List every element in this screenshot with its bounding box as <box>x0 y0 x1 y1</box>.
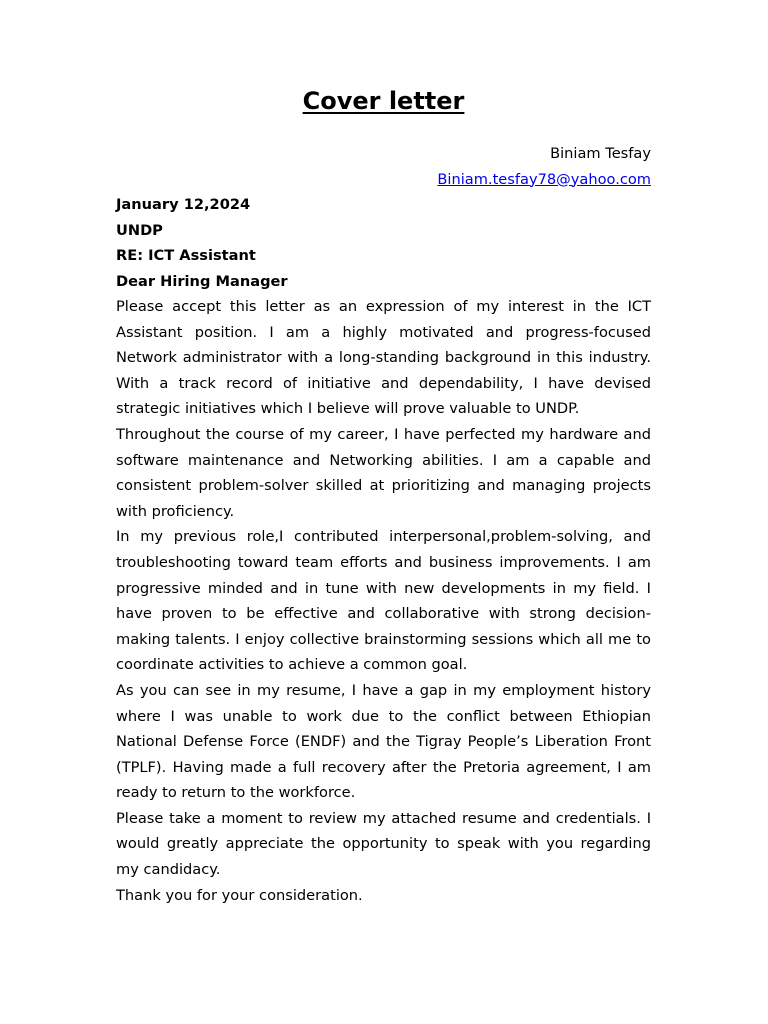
page-title: Cover letter <box>302 87 465 115</box>
letter-page <box>116 86 651 908</box>
closing-line: Thank you for your consideration. <box>116 886 363 904</box>
sender-email-link[interactable]: Biniam.tesfay78@yahoo.com <box>437 170 651 188</box>
body-paragraph-4: As you can see in my resume, I have a gap in my employment history where I was unable to work due to the conflict between Ethiopian National Defense Force (ENDF) and the Tigray People’s Liberation Front (TPLF). Having made a full recovery after the Pretoria agreement, I am ready to return to the workforce. <box>116 681 651 802</box>
salutation: Dear Hiring Manager <box>116 272 288 290</box>
sender-email-line <box>116 167 651 193</box>
body-paragraph-3: In my previous role,I contributed interpersonal,problem-solving, and troubleshooting toward team efforts and business improvements. I am progressive minded and in tune with new developments in my field. I have proven to be effective and collaborative with strong decision-making talents. I enjoy collective brainstorming sessions which all me to coordinate activities to achieve a common goal. <box>116 528 651 674</box>
subject-line: RE: ICT Assistant <box>116 247 256 264</box>
body-paragraph-5: Please take a moment to review my attached resume and credentials. I would greatly appreciate the opportunity to speak with you regarding my candidacy. <box>116 809 651 879</box>
sender-name: Biniam Tesfay <box>550 145 651 162</box>
sender-block <box>116 141 651 192</box>
letter-date: January 12,2024 <box>116 196 251 213</box>
body-paragraph-1: Please accept this letter as an expression of my interest in the ICT Assistant position. I am a highly motivated and progress-focused Network administrator with a long-standing background in this industry. With a track record of initiative and dependability, I have devised strategic initiatives which I believe will prove valuable to UNDP. <box>116 298 651 418</box>
recipient-org: UNDP <box>116 221 163 239</box>
body-paragraph-2: Throughout the course of my career, I have perfected my hardware and software maintenance and Networking abilities. I am a capable and consistent problem-solver skilled at prioritizing and managing projects with proficiency. <box>116 425 651 520</box>
